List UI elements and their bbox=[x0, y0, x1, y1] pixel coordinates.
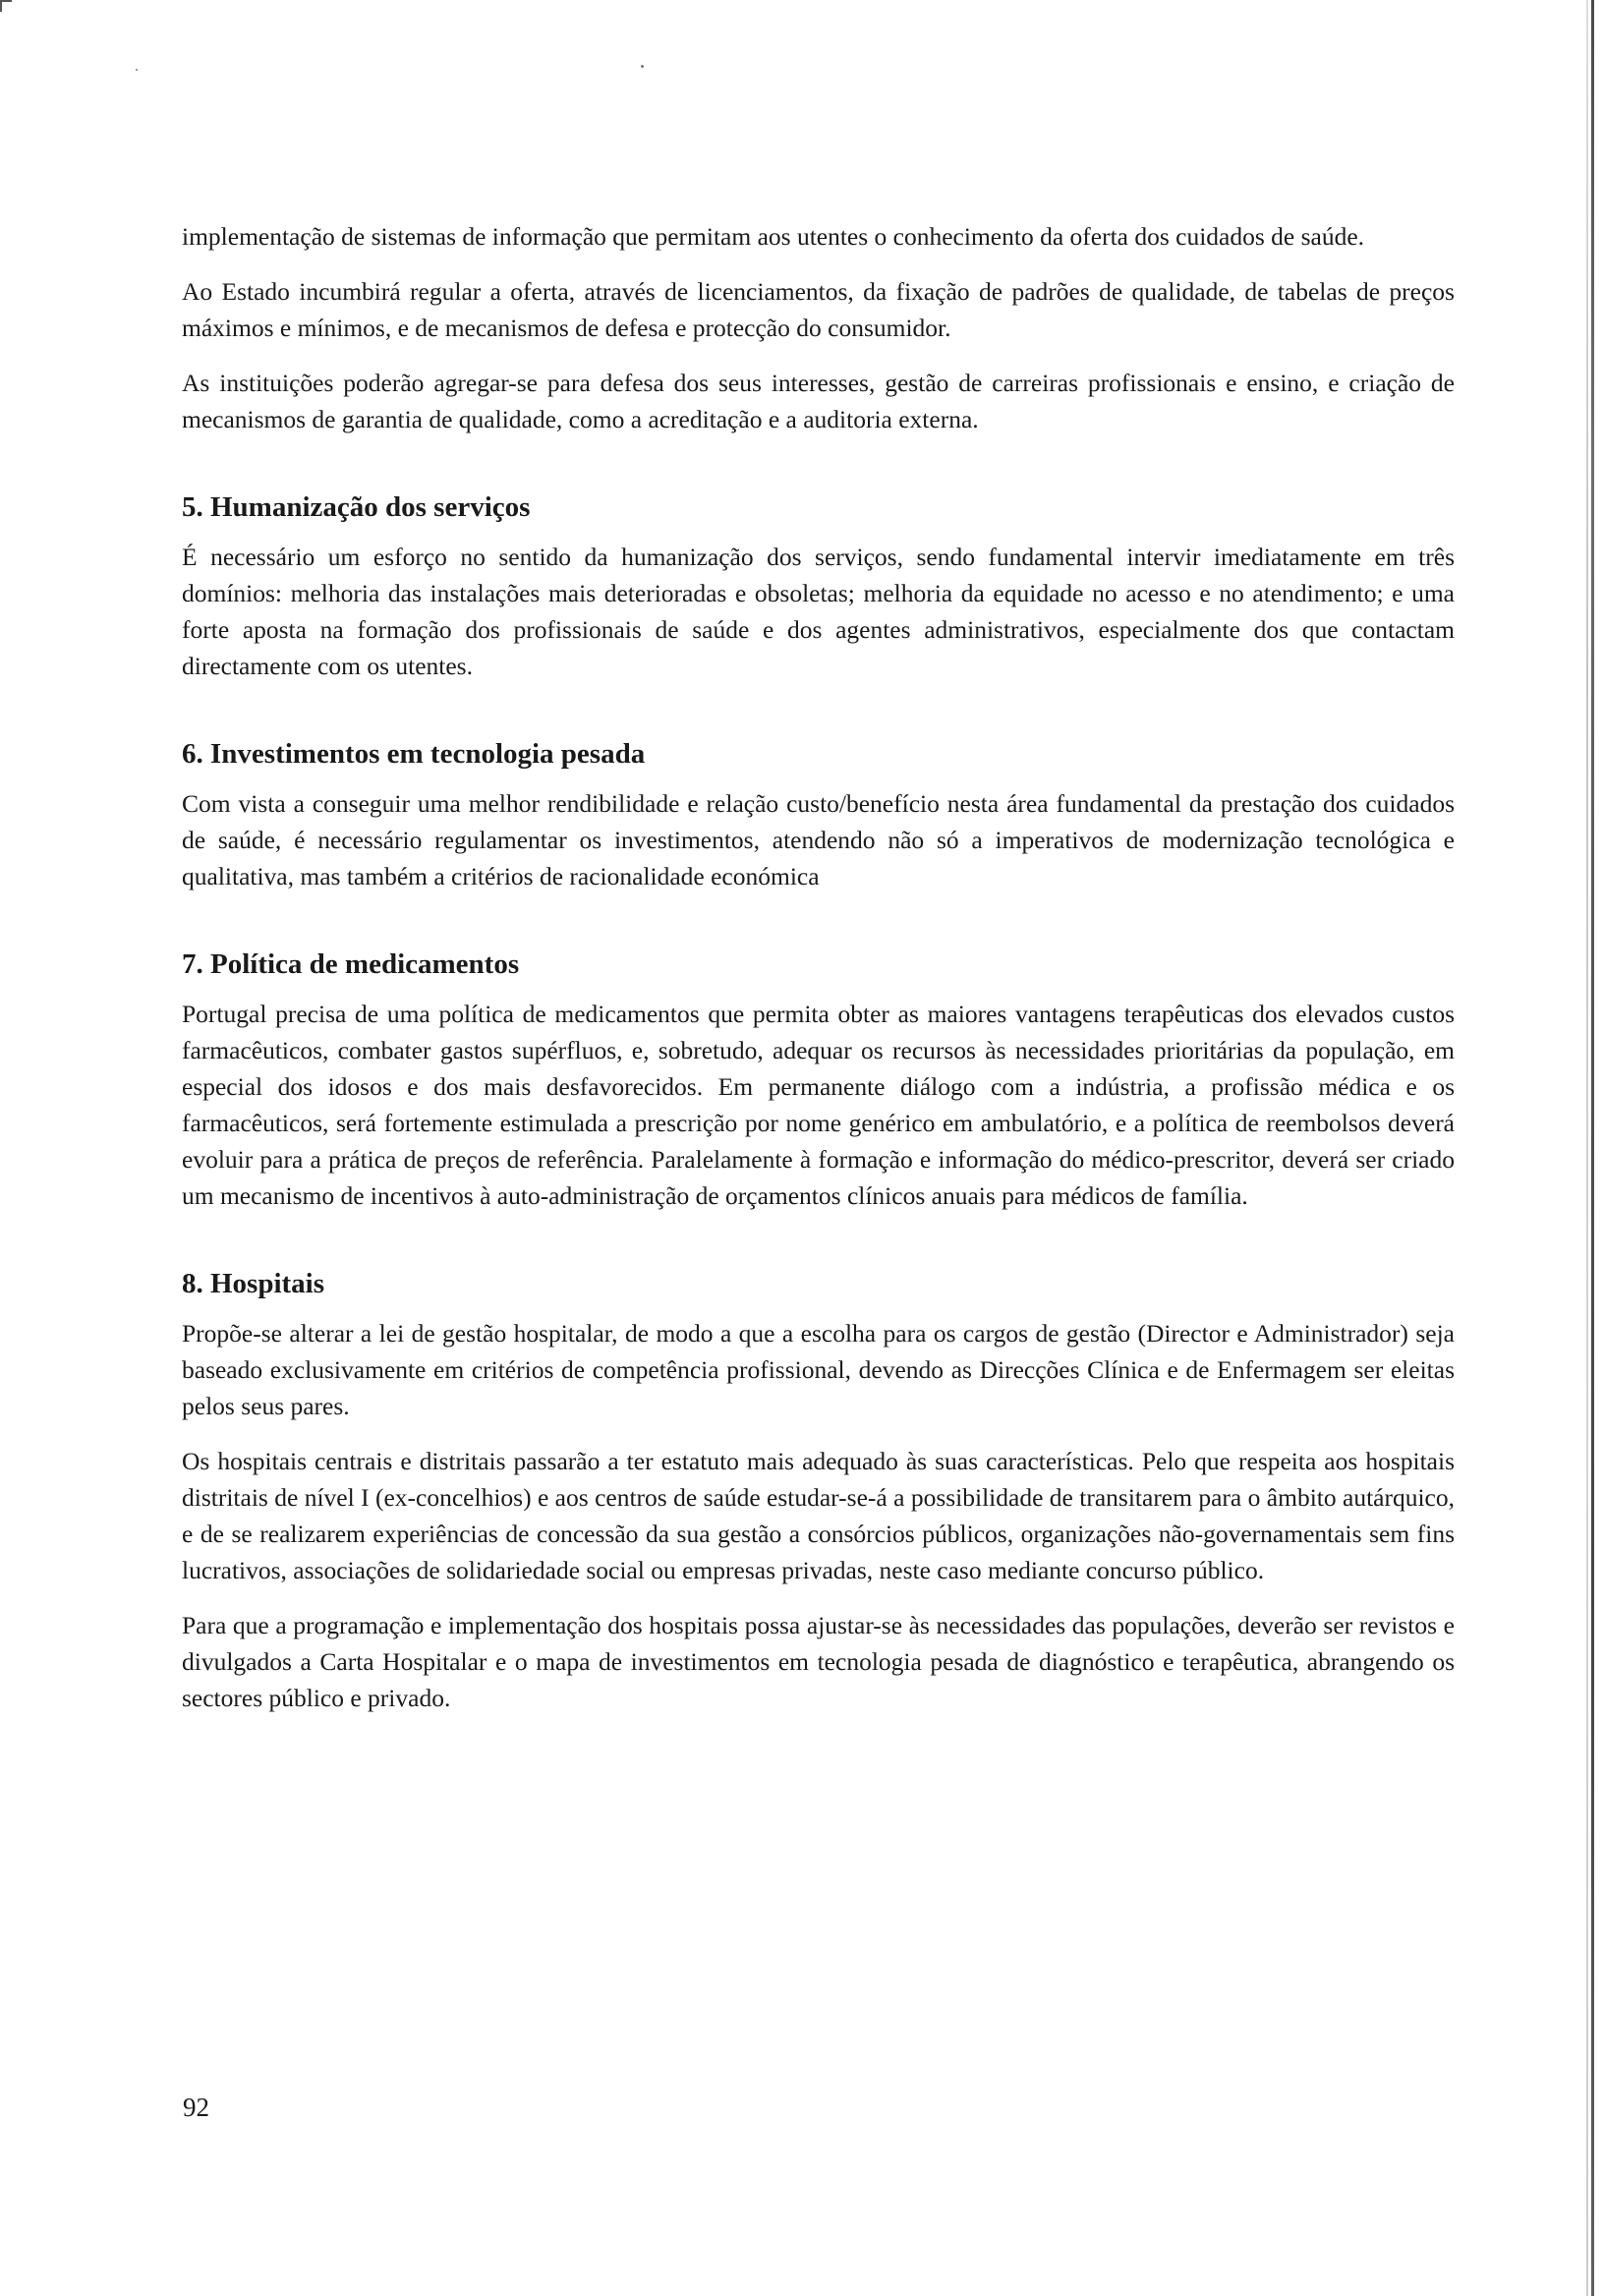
body-paragraph: Propõe-se alterar a lei de gestão hospitalar, de modo a que a escolha para os cargos de gestão (Director e Administrador) seja baseado exclusivamente em critérios de competência profissional, devendo as Direcções Clínica e de Enfermagem ser eleitas pelos seus pares. bbox=[182, 1319, 1455, 1420]
body-paragraph: Com vista a conseguir uma melhor rendibilidade e relação custo/benefício nesta área fundamental da prestação dos cuidados de saúde, é necessário regulamentar os investimentos, atendendo não só a imperativos de modernização tecnológica e qualitativa, mas também a critérios de racionalidade económica bbox=[182, 789, 1455, 890]
section-heading: 8. Hospitais bbox=[182, 1268, 325, 1299]
body-paragraph: Portugal precisa de uma política de medicamentos que permita obter as maiores vantagens terapêuticas dos elevados custos farmacêuticos, combater gastos supérfluos, e, sobretudo, adequar os recursos às necessidades prioritárias da população, em especial dos idosos e dos mais desfavorecidos. Em permanente diálogo com a indústria, a profissão médica e os farmacêuticos, será fortemente estimulada a prescrição por nome genérico em ambulatório, e a política de reembolsos deverá evoluir para a prática de preços de referência. Paralelamente à formação e informação do médico-prescritor, deverá ser criado um mecanismo de incentivos à auto-administração de orçamentos clínicos anuais para médicos de família. bbox=[182, 1000, 1455, 1210]
section-heading: 6. Investimentos em tecnologia pesada bbox=[182, 738, 646, 770]
body-paragraph: Ao Estado incumbirá regular a oferta, através de licenciamentos, da fixação de padrões de qualidade, de tabelas de preços máximos e mínimos, e de mecanismos de defesa e protecção do consumidor. bbox=[182, 277, 1455, 342]
section-heading: 5. Humanização dos serviços bbox=[182, 491, 531, 523]
section-hospitais bbox=[182, 1266, 1455, 1716]
section-medicamentos bbox=[182, 947, 1455, 1214]
section-tecnologia bbox=[182, 736, 1455, 894]
scan-speck bbox=[136, 69, 138, 71]
body-paragraph: Os hospitais centrais e distritais passarão a ter estatuto mais adequado às suas características. Pelo que respeita aos hospitais distritais de nível I (ex-concelhios) e aos centros de saúde estudar-se-á a possibilidade de transitarem para o âmbito autárquico, e de se realizarem experiências de concessão da sua gestão a consórcios públicos, organizações não-governamentais sem fins lucrativos, associações de solidariedade social ou empresas privadas, neste caso mediante concurso público. bbox=[182, 1447, 1455, 1584]
scan-page-edge bbox=[1591, 0, 1594, 2296]
intro-block bbox=[182, 218, 1455, 437]
section-humanizacao bbox=[182, 489, 1455, 684]
body-paragraph: implementação de sistemas de informação que permitam aos utentes o conhecimento da oferta dos cuidados de saúde. bbox=[182, 222, 1365, 251]
body-paragraph: Para que a programação e implementação dos hospitais possa ajustar-se às necessidades das populações, deverão ser revistos e divulgados a Carta Hospitalar e o mapa de investimentos em tecnologia pesada de diagnóstico e terapêutica, abrangendo os sectores público e privado. bbox=[182, 1611, 1455, 1712]
document-body bbox=[182, 218, 1455, 1735]
body-paragraph: É necessário um esforço no sentido da humanização dos serviços, sendo fundamental intervir imediatamente em três domínios: melhoria das instalações mais deterioradas e obsoletas; melhoria da equidade no acesso e no atendimento; e uma forte aposta na formação dos profissionais de saúde e dos agentes administrativos, especialmente dos que contactam directamente com os utentes. bbox=[182, 543, 1455, 680]
section-heading: 7. Política de medicamentos bbox=[182, 948, 520, 980]
page-number: 92 bbox=[183, 2093, 209, 2122]
body-paragraph: As instituições poderão agregar-se para defesa dos seus interesses, gestão de carreiras profissionais e ensino, e criação de mecanismos de garantia de qualidade, como a acreditação e a auditoria externa. bbox=[182, 369, 1455, 433]
scan-corner-mark bbox=[0, 0, 12, 12]
scan-page-edge-shadow bbox=[1586, 0, 1588, 2296]
scan-speck bbox=[641, 65, 644, 68]
